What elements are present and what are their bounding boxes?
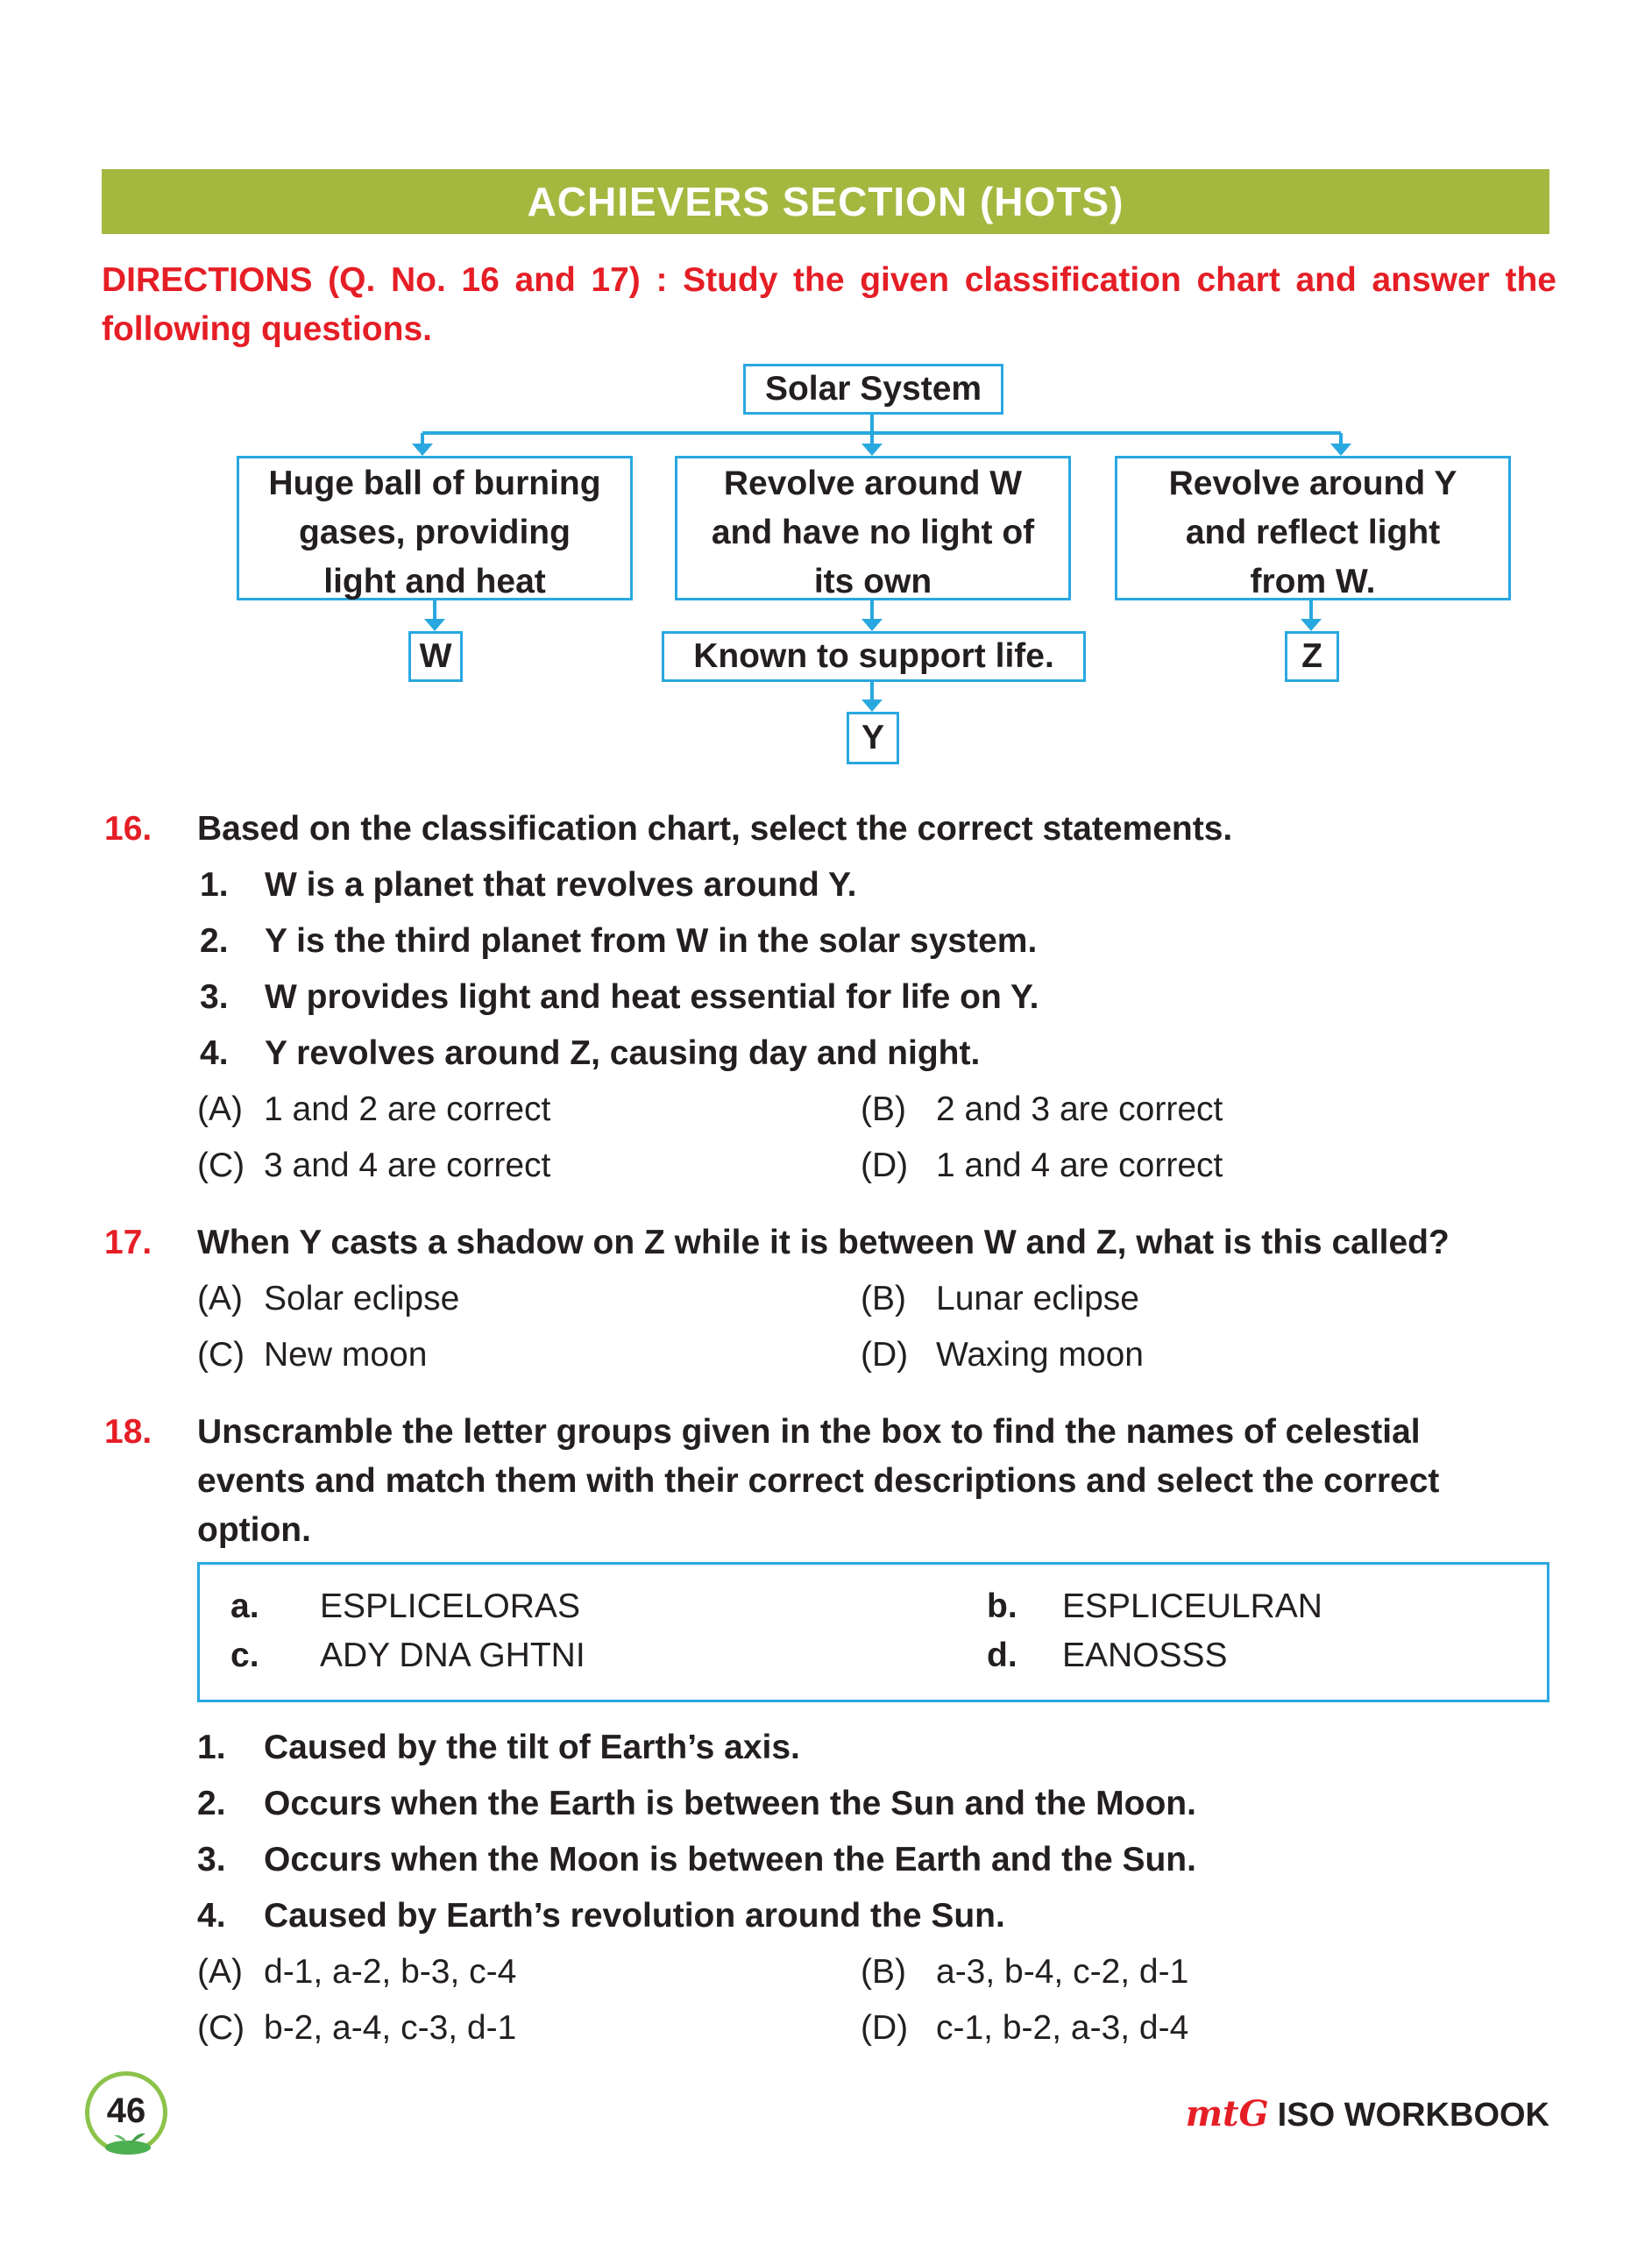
statement-number: 2.	[200, 922, 229, 960]
chart-left-line: gases, providing	[299, 514, 571, 551]
scramble-item	[987, 1631, 1228, 1680]
chart-left-line: Huge ball of burning	[268, 465, 601, 502]
question-18-line: events and match them with their correct descriptions and select the correct	[197, 1462, 1440, 1500]
chart-leaf-z-label: Z	[1301, 637, 1322, 675]
statement-number: 2.	[197, 1785, 226, 1822]
option-key: (D)	[861, 1336, 909, 1374]
page-number: 46	[106, 2091, 146, 2130]
statement-number: 3.	[200, 978, 229, 1016]
scramble-item	[230, 1631, 585, 1680]
classification-chart	[0, 0, 1652, 789]
chart-right-line: Revolve around Y	[1168, 465, 1457, 502]
statement-number: 3.	[197, 1841, 226, 1878]
statement-number: 1.	[197, 1729, 226, 1766]
question-16	[104, 805, 152, 854]
option-a[interactable]	[197, 1085, 550, 1134]
scramble-text: EANOSSS	[1062, 1637, 1228, 1674]
option-text: 1 and 4 are correct	[936, 1147, 1223, 1184]
option-text: 3 and 4 are correct	[264, 1147, 551, 1184]
footer-brand	[1186, 2093, 1549, 2134]
question-number: 16.	[104, 810, 152, 848]
brand-logo: mtG	[1185, 2093, 1269, 2134]
option-d[interactable]	[861, 1141, 1223, 1190]
option-d[interactable]	[861, 2004, 1188, 2053]
chart-leaf-y-label: Y	[861, 719, 884, 756]
chart-root-box	[743, 364, 1003, 415]
option-key: (A)	[197, 1090, 243, 1128]
option-text: Waxing moon	[936, 1336, 1144, 1374]
statement-text: Caused by Earth’s revolution around the Sun.	[264, 1897, 1005, 1935]
option-c[interactable]	[197, 2004, 516, 2053]
question-number: 18.	[104, 1413, 152, 1451]
chart-middle-sub-box	[662, 631, 1086, 682]
option-text: d-1, a-2, b-3, c-4	[264, 1953, 517, 1991]
chart-left-box	[237, 456, 633, 600]
option-text: 1 and 2 are correct	[264, 1090, 551, 1128]
question-number: 17.	[104, 1224, 152, 1261]
statement-text: Caused by the tilt of Earth’s axis.	[264, 1729, 800, 1766]
option-text: 2 and 3 are correct	[936, 1090, 1223, 1128]
chart-middle-box	[675, 456, 1071, 600]
leaf-decoration-icon	[102, 2128, 154, 2155]
option-key: (B)	[861, 1090, 906, 1128]
chart-right-line: from W.	[1250, 563, 1376, 600]
statement-row	[197, 1892, 1005, 1941]
option-text: New moon	[264, 1336, 428, 1374]
chart-root-label: Solar System	[764, 370, 982, 408]
chart-middle-sub-label: Known to support life.	[693, 637, 1054, 675]
option-key: (B)	[861, 1280, 906, 1317]
question-18-text	[197, 1408, 1551, 1555]
option-key: (A)	[197, 1280, 243, 1317]
option-d[interactable]	[861, 1331, 1144, 1380]
scramble-key: d.	[987, 1637, 1017, 1674]
scramble-box	[197, 1562, 1549, 1702]
question-16-text: Based on the classification chart, select the correct statements.	[197, 810, 1233, 848]
option-text: Solar eclipse	[264, 1280, 460, 1317]
question-17-text: When Y casts a shadow on Z while it is between W and Z, what is this called?	[197, 1224, 1450, 1261]
chart-left-line: light and heat	[323, 563, 546, 600]
option-b[interactable]	[861, 1948, 1188, 1997]
option-text: a-3, b-4, c-2, d-1	[936, 1953, 1189, 1991]
scramble-text: ESPLICEULRAN	[1062, 1587, 1322, 1625]
scramble-key: c.	[230, 1637, 259, 1674]
option-key: (B)	[861, 1953, 906, 1991]
scramble-text: ESPLICELORAS	[320, 1587, 580, 1625]
statement-row	[200, 917, 1037, 966]
option-c[interactable]	[197, 1331, 427, 1380]
option-key: (D)	[861, 1147, 909, 1184]
statement-row	[197, 1836, 1196, 1885]
statement-row	[197, 1779, 1196, 1829]
scramble-item	[987, 1582, 1322, 1631]
brand-text: ISO WORKBOOK	[1277, 2097, 1549, 2134]
option-text: b-2, a-4, c-3, d-1	[264, 2009, 517, 2047]
statement-number: 4.	[197, 1897, 226, 1935]
statement-row	[200, 973, 1039, 1022]
statement-text: Occurs when the Earth is between the Sun and the Moon.	[264, 1785, 1196, 1822]
scramble-item	[230, 1582, 580, 1631]
chart-leaf-w	[408, 631, 463, 682]
statement-text: Y revolves around Z, causing day and night.	[265, 1034, 981, 1072]
question-17	[104, 1218, 152, 1268]
option-key: (C)	[197, 1147, 245, 1184]
chart-right-box	[1115, 456, 1511, 600]
chart-leaf-w-label: W	[419, 637, 452, 675]
option-b[interactable]	[861, 1275, 1139, 1324]
option-key: (C)	[197, 2009, 245, 2047]
statement-text: W is a planet that revolves around Y.	[265, 866, 857, 904]
question-18-line: Unscramble the letter groups given in the box to find the names of celestial	[197, 1413, 1421, 1451]
option-a[interactable]	[197, 1275, 459, 1324]
directions-text: DIRECTIONS (Q. No. 16 and 17) : Study the given classification chart and answer the following questions.	[102, 261, 1556, 348]
chart-right-line: and reflect light	[1185, 514, 1441, 551]
chart-middle-line: Revolve around W	[723, 465, 1023, 502]
statement-row	[200, 861, 856, 910]
statement-number: 1.	[200, 866, 229, 904]
option-b[interactable]	[861, 1085, 1223, 1134]
scramble-key: b.	[987, 1587, 1017, 1625]
chart-leaf-y	[847, 712, 899, 764]
statement-row	[197, 1723, 800, 1772]
scramble-text: ADY DNA GHTNI	[320, 1637, 585, 1674]
option-text: c-1, b-2, a-3, d-4	[936, 2009, 1189, 2047]
scramble-key: a.	[230, 1587, 259, 1625]
option-key: (A)	[197, 1953, 243, 1991]
option-a[interactable]	[197, 1948, 516, 1997]
option-c[interactable]	[197, 1141, 550, 1190]
statement-number: 4.	[200, 1034, 229, 1072]
question-18	[104, 1408, 152, 1457]
statement-row	[200, 1029, 980, 1078]
chart-middle-line: its own	[813, 563, 932, 600]
statement-text: W provides light and heat essential for life on Y.	[265, 978, 1039, 1016]
option-key: (C)	[197, 1336, 245, 1374]
chart-middle-line: and have no light of	[711, 514, 1035, 551]
statement-text: Occurs when the Moon is between the Earth and the Sun.	[264, 1841, 1196, 1878]
chart-leaf-z	[1285, 631, 1339, 682]
statement-text: Y is the third planet from W in the solar system.	[265, 922, 1038, 960]
question-18-line: option.	[197, 1511, 311, 1549]
option-text: Lunar eclipse	[936, 1280, 1139, 1317]
section-banner: ACHIEVERS SECTION (HOTS)	[102, 169, 1549, 234]
option-key: (D)	[861, 2009, 909, 2047]
